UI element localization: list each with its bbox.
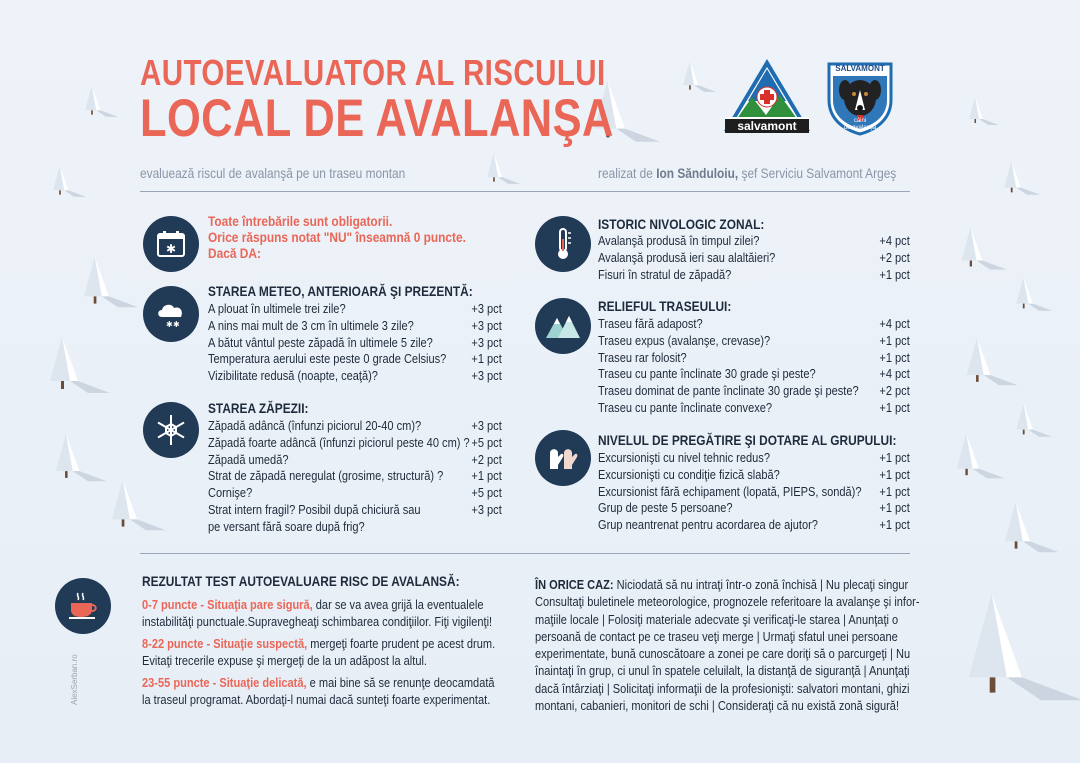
snow-tree-icon bbox=[82, 255, 140, 314]
question-text: Zăpadă adâncă (înfunzi piciorul 20-40 cm)? bbox=[208, 418, 422, 433]
dog-logo-bottom-text-1: câini bbox=[853, 118, 867, 124]
question-row bbox=[598, 333, 910, 350]
question-text: Traseu fără adapost? bbox=[598, 316, 703, 331]
question-row bbox=[598, 366, 910, 383]
question-points: +4 pct bbox=[879, 233, 910, 248]
snow-tree-icon bbox=[1003, 160, 1041, 201]
mountains-icon bbox=[535, 298, 591, 354]
question-row bbox=[598, 500, 910, 517]
svg-text:✱: ✱ bbox=[165, 242, 177, 256]
result-mid-line bbox=[142, 635, 496, 652]
credit-prefix: realizat de bbox=[598, 165, 653, 181]
question-text: Vizibilitate redusă (noapte, ceaţă)? bbox=[208, 368, 378, 384]
result-low-text: dar se va avea grijă la eventualele bbox=[312, 597, 484, 612]
question-text: Excursionişti cu condiţie fizică slabă? bbox=[598, 466, 780, 482]
question-text: Zăpadă foarte adâncă (înfunzi piciorul peste 40 cm) ? bbox=[208, 434, 470, 450]
snow-tree-icon bbox=[48, 335, 112, 400]
question-row bbox=[598, 233, 910, 250]
section-title-history: ISTORIC NIVOLOGIC ZONAL: bbox=[598, 216, 765, 232]
coffee-cup-icon bbox=[55, 578, 111, 634]
result-high-text: e mai bine să se renunţe deocamdată bbox=[306, 675, 495, 690]
question-row bbox=[598, 517, 910, 534]
results-block bbox=[142, 573, 512, 708]
question-text: Traseu rar folosit? bbox=[598, 349, 687, 365]
advice-line: maţiile locale | Folosiţi materiale adecvate şi verificaţi-le starea | Anunţaţi o bbox=[535, 611, 899, 627]
question-text: A bătut vântul peste zăpadă în ultimele 5 zile? bbox=[208, 334, 433, 350]
snow-tree-icon bbox=[1015, 276, 1053, 317]
question-points: +1 pct bbox=[879, 450, 910, 465]
snow-tree-icon bbox=[965, 336, 1019, 392]
question-row bbox=[208, 485, 502, 502]
question-row bbox=[208, 519, 502, 536]
question-points: +1 pct bbox=[879, 466, 910, 482]
question-points: +3 pct bbox=[471, 301, 502, 316]
question-text: Strat de zăpadă neregulat (grosime, structură) ? bbox=[208, 468, 444, 484]
intro-line: Orice răspuns notat "NU" înseamnă 0 puncte. bbox=[208, 229, 466, 245]
question-points: +1 pct bbox=[879, 399, 910, 415]
question-row bbox=[208, 452, 502, 469]
snow-question-list bbox=[208, 418, 502, 536]
question-text: Traseu expus (avalanşe, crevase)? bbox=[598, 332, 771, 348]
question-row bbox=[208, 502, 502, 519]
snow-tree-icon bbox=[960, 226, 1008, 276]
question-text: pe versant fără soare după frig? bbox=[208, 518, 365, 534]
snow-tree-icon bbox=[1015, 402, 1053, 443]
group-question-list bbox=[598, 450, 910, 534]
result-high-label: 23-55 puncte - Situaţie delicată, bbox=[142, 675, 307, 690]
question-row bbox=[598, 450, 910, 467]
intro-instructions bbox=[208, 213, 466, 261]
question-row bbox=[598, 484, 910, 501]
question-points: +3 pct bbox=[471, 317, 502, 333]
snow-tree-icon bbox=[52, 165, 87, 203]
subtitle: evaluează riscul de avalanşă pe un traseu montan bbox=[140, 165, 406, 181]
question-text: A nins mai mult de 3 cm în ultimele 3 zile? bbox=[208, 317, 414, 333]
snow-tree-icon bbox=[54, 432, 108, 488]
relief-question-list bbox=[598, 316, 910, 417]
question-points: +5 pct bbox=[471, 485, 502, 501]
result-high-line-2: la traseul programat. Abordaţi-l numai dacă sunteţi foarte experimentat. bbox=[142, 692, 491, 707]
question-row bbox=[598, 350, 910, 367]
question-points: +1 pct bbox=[879, 332, 910, 348]
question-text: Traseu cu pante înclinate 30 grade şi peste? bbox=[598, 366, 816, 382]
credit-line bbox=[598, 165, 896, 181]
question-points: +2 pct bbox=[879, 249, 910, 265]
advice-line: înaintaţi în grup, ci unul în spatele celuilalt, la distanţă de siguranţă | Anunţaţi bbox=[535, 663, 910, 679]
snow-tree-icon bbox=[965, 590, 1080, 709]
result-mid-line-2: Evitaţi trecerile expuse şi mergeţi de la un adăpost la altul. bbox=[142, 653, 428, 668]
question-row bbox=[208, 335, 502, 352]
advice-label: ÎN ORICE CAZ: bbox=[535, 577, 614, 592]
question-text: Grup neantrenat pentru acordarea de ajutor? bbox=[598, 517, 818, 533]
question-text: Zăpadă umedă? bbox=[208, 451, 289, 467]
question-points: +1 pct bbox=[879, 483, 910, 499]
result-mid-label: 8-22 puncte - Situaţie suspectă, bbox=[142, 636, 308, 651]
question-row bbox=[598, 250, 910, 267]
question-points: +1 pct bbox=[879, 349, 910, 365]
advice-text: Niciodată să nu intraţi într-o zonă închisă | Nu plecaţi singur bbox=[613, 577, 909, 592]
dog-logo-bottom-text-2: de avalanşă bbox=[843, 125, 877, 131]
question-points: +1 pct bbox=[471, 468, 502, 484]
result-low-line-2: instabilităţi punctuale.Supravegheaţi schimbarea condiţiilor. Fiţi vigilenţi! bbox=[142, 614, 493, 629]
credit-name: Ion Sănduloiu, bbox=[656, 165, 739, 181]
result-mid-text: mergeţi foarte prudent pe acest drum. bbox=[307, 636, 496, 651]
question-text: Avalanşă produsă în timpul zilei? bbox=[598, 233, 760, 248]
question-row bbox=[598, 383, 910, 400]
question-text: Cornişe? bbox=[208, 485, 253, 501]
mittens-icon bbox=[535, 430, 591, 486]
question-points: +4 pct bbox=[879, 316, 910, 331]
question-points: +1 pct bbox=[471, 351, 502, 367]
snow-tree-icon bbox=[1003, 500, 1061, 559]
snow-tree-icon bbox=[486, 152, 521, 190]
watermark: AlexSerban.ro bbox=[70, 654, 79, 705]
salvamont-logo bbox=[722, 57, 812, 137]
question-text: Traseu dominat de pante înclinate 30 grade şi peste? bbox=[598, 383, 859, 399]
result-low-line bbox=[142, 596, 484, 613]
salvamont-logo-text: salvamont bbox=[737, 119, 797, 133]
question-points: +1 pct bbox=[879, 266, 910, 282]
question-row bbox=[208, 318, 502, 335]
question-row bbox=[598, 467, 910, 484]
section-title-relief: RELIEFUL TRASEULUI: bbox=[598, 298, 732, 314]
question-points: +3 pct bbox=[471, 334, 502, 350]
question-points: +1 pct bbox=[879, 500, 910, 516]
svg-text:✱: ✱ bbox=[166, 320, 173, 329]
question-text: Temperatura aerului este peste 0 grade Celsius? bbox=[208, 351, 447, 367]
snow-tree-icon bbox=[682, 60, 717, 98]
question-points: +3 pct bbox=[471, 501, 502, 517]
intro-line: Toate întrebările sunt obligatorii. bbox=[208, 213, 393, 229]
advice-line: montani, cabanieri, monitori de schi | Consideraţi că nu există zonă sigură! bbox=[535, 698, 900, 714]
advice-line: persoană de contact pe ce traseu veţi merge | Urmaţi sfatul unei persoane bbox=[535, 628, 898, 644]
meteo-question-list bbox=[208, 301, 502, 385]
question-points: +2 pct bbox=[879, 383, 910, 399]
calendar-snow-icon bbox=[143, 216, 199, 272]
title-line-2: LOCAL DE AVALANŞA bbox=[140, 89, 614, 148]
dog-logo-top-text: SALVAMONT bbox=[835, 64, 885, 73]
snow-tree-icon bbox=[110, 478, 168, 537]
question-row bbox=[208, 368, 502, 385]
section-title-meteo: STAREA METEO, ANTERIOARĂ ŞI PREZENTĂ: bbox=[208, 283, 473, 299]
title-line-1: AUTOEVALUATOR AL RISCULUI bbox=[140, 52, 606, 93]
question-points: +3 pct bbox=[471, 418, 502, 433]
question-text: Traseu cu pante înclinate convexe? bbox=[598, 399, 773, 415]
snow-tree-icon bbox=[968, 96, 1000, 131]
advice-line bbox=[535, 576, 909, 593]
question-row bbox=[208, 435, 502, 452]
snow-tree-icon bbox=[84, 85, 119, 123]
results-title: REZULTAT TEST AUTOEVALUARE RISC DE AVALANSĂ: bbox=[142, 573, 460, 589]
question-points: +3 pct bbox=[471, 368, 502, 384]
question-points: +5 pct bbox=[471, 434, 502, 450]
question-row bbox=[598, 400, 910, 417]
question-text: Fisuri în stratul de zăpadă? bbox=[598, 266, 732, 282]
bottom-divider bbox=[140, 553, 910, 554]
result-high-line bbox=[142, 674, 495, 691]
question-text: Avalanşă produsă ieri sau alaltăieri? bbox=[598, 249, 776, 265]
question-text: Grup de peste 5 persoane? bbox=[598, 500, 733, 516]
cloud-snow-icon bbox=[143, 286, 199, 342]
question-row bbox=[598, 316, 910, 333]
question-text: Excursionişti cu nivel tehnic redus? bbox=[598, 450, 770, 465]
safety-advice-block bbox=[535, 576, 975, 714]
result-low-label: 0-7 puncte - Situaţia pare sigură, bbox=[142, 597, 313, 612]
question-points: +4 pct bbox=[879, 366, 910, 382]
question-row bbox=[208, 468, 502, 485]
advice-line: experimentate, bună cunoscătoare a zonei pe care doriţi să o parcurgeţi | Nu bbox=[535, 646, 911, 662]
question-row bbox=[208, 418, 502, 435]
question-text: Excursionist fără echipament (lopată, PIEPS, sondă)? bbox=[598, 483, 862, 499]
section-title-group: NIVELUL DE PREGĂTIRE ŞI DOTARE AL GRUPULUI: bbox=[598, 432, 897, 448]
svg-text:✱: ✱ bbox=[173, 320, 180, 329]
question-text: A plouat în ultimele trei zile? bbox=[208, 301, 346, 316]
question-row bbox=[208, 301, 502, 318]
question-row bbox=[598, 267, 910, 284]
credit-suffix: şef Serviciu Salvamont Argeş bbox=[741, 165, 897, 181]
intro-line: Dacă DA: bbox=[208, 245, 261, 261]
question-text: Strat intern fragil? Posibil după chiciură sau bbox=[208, 501, 421, 517]
avalanche-dogs-logo bbox=[825, 60, 895, 136]
thermometer-icon bbox=[535, 216, 591, 272]
question-points: +1 pct bbox=[879, 517, 910, 533]
section-title-snow: STAREA ZĂPEZII: bbox=[208, 400, 309, 416]
snowflake-icon bbox=[143, 402, 199, 458]
advice-line: Consultaţi buletinele meteorologice, prognozele referitoare la avalanşe şi infor- bbox=[535, 594, 920, 610]
advice-line: dacă întârziaţi | Solicitaţi informaţii de la profesionişti: salvatori montani, ghizi bbox=[535, 680, 910, 696]
snow-tree-icon bbox=[955, 432, 1006, 485]
question-row bbox=[208, 351, 502, 368]
question-points: +2 pct bbox=[471, 451, 502, 467]
top-divider bbox=[140, 191, 910, 192]
history-question-list bbox=[598, 233, 910, 283]
